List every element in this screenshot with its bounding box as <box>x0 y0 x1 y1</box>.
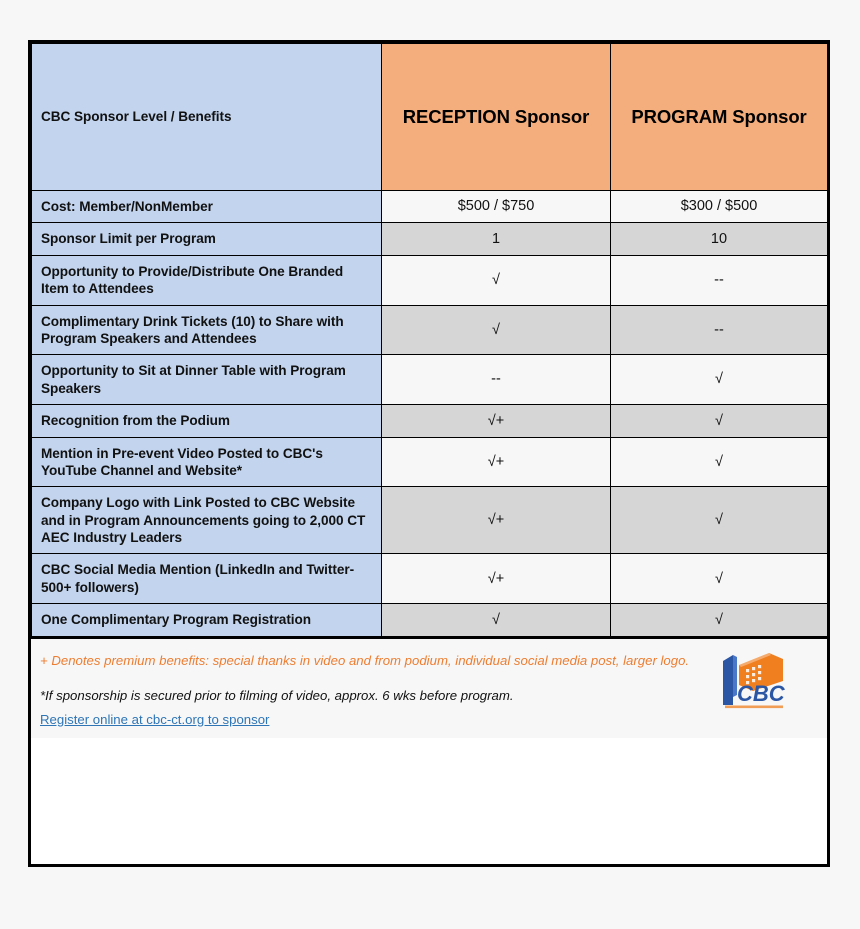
program-value-cell <box>611 554 828 604</box>
table-row <box>32 554 828 604</box>
header-label-reception: RECEPTION Sponsor <box>402 106 590 128</box>
reception-value: √+ <box>487 570 505 587</box>
benefit-cell <box>32 487 382 554</box>
benefit-label: One Complimentary Program Registration <box>41 612 312 628</box>
benefit-label: Recognition from the Podium <box>41 413 230 429</box>
sponsor-benefits-sheet <box>28 40 830 867</box>
reception-value-cell <box>382 437 611 487</box>
cbc-logo-icon <box>713 647 809 711</box>
program-value: 10 <box>710 230 728 247</box>
cbc-logo-wordmark: CBC <box>737 680 785 706</box>
reception-value-cell <box>382 405 611 437</box>
reception-value: √ <box>492 271 500 288</box>
benefit-cell <box>32 355 382 405</box>
reception-value: √+ <box>487 412 505 429</box>
table-header-row <box>32 44 828 191</box>
reception-value: 1 <box>491 230 501 247</box>
table-row <box>32 191 828 223</box>
footnotes-section <box>31 637 827 738</box>
benefit-label: Mention in Pre-event Video Posted to CBC's YouTube Channel and Website* <box>41 445 323 478</box>
reception-value: -- <box>491 371 501 388</box>
reception-value: √ <box>492 321 500 338</box>
reception-value-cell <box>382 305 611 355</box>
table-row <box>32 305 828 355</box>
cbc-logo <box>713 647 809 711</box>
footnote-premium: + Denotes premium benefits: special thanks in video and from podium, individual social media post, larger logo. <box>40 652 690 668</box>
header-cell-benefits <box>32 44 382 191</box>
header-label-program: PROGRAM Sponsor <box>631 106 807 128</box>
benefit-label: Sponsor Limit per Program <box>41 231 216 247</box>
reception-value-cell <box>382 255 611 305</box>
footnote-video: *If sponsorship is secured prior to filming of video, approx. 6 wks before program. <box>40 687 514 703</box>
header-label-benefits: CBC Sponsor Level / Benefits <box>41 109 232 125</box>
reception-value-cell <box>382 604 611 636</box>
reception-value-cell <box>382 223 611 255</box>
reception-value: $500 / $750 <box>457 198 535 215</box>
table-row <box>32 355 828 405</box>
program-value-cell <box>611 355 828 405</box>
reception-value: √ <box>492 611 500 628</box>
reception-value: √+ <box>487 453 505 470</box>
header-cell-program <box>611 44 828 191</box>
benefit-label: Opportunity to Provide/Distribute One Branded Item to Attendees <box>41 263 344 297</box>
program-value: √ <box>715 512 723 529</box>
header-cell-reception <box>382 44 611 191</box>
table-row <box>32 405 828 437</box>
reception-value-cell <box>382 554 611 604</box>
benefit-cell <box>32 554 382 604</box>
reception-value-cell <box>382 487 611 554</box>
program-value-cell <box>611 255 828 305</box>
program-value: -- <box>714 321 724 338</box>
benefit-cell <box>32 191 382 223</box>
table-row <box>32 604 828 636</box>
program-value: $300 / $500 <box>680 198 758 215</box>
program-value-cell <box>611 223 828 255</box>
program-value: √ <box>715 570 723 587</box>
benefit-cell <box>32 255 382 305</box>
benefit-cell <box>32 437 382 487</box>
program-value: √ <box>715 453 723 470</box>
table-row <box>32 255 828 305</box>
benefit-cell <box>32 305 382 355</box>
reception-value: √+ <box>487 512 505 529</box>
benefit-label: Opportunity to Sit at Dinner Table with Program Speakers <box>41 363 346 396</box>
register-online-link[interactable]: Register online at cbc-ct.org to sponsor <box>40 711 270 727</box>
program-value-cell <box>611 191 828 223</box>
benefit-cell <box>32 405 382 437</box>
benefit-label: Company Logo with Link Posted to CBC Website and in Program Announcements going to 2,000 CT AEC Industry Leaders <box>41 495 366 546</box>
program-value-cell <box>611 437 828 487</box>
program-value-cell <box>611 305 828 355</box>
benefit-label: CBC Social Media Mention (LinkedIn and Twitter-500+ followers) <box>41 562 355 595</box>
benefit-cell <box>32 604 382 636</box>
table-row <box>32 223 828 255</box>
benefit-label: Complimentary Drink Tickets (10) to Share with Program Speakers and Attendees <box>41 313 344 346</box>
reception-value-cell <box>382 191 611 223</box>
program-value-cell <box>611 405 828 437</box>
program-value: √ <box>715 412 723 429</box>
table-row <box>32 437 828 487</box>
program-value: √ <box>715 371 723 388</box>
sponsor-benefits-table <box>31 43 828 637</box>
program-value-cell <box>611 487 828 554</box>
benefit-cell <box>32 223 382 255</box>
program-value: √ <box>715 611 723 628</box>
program-value: -- <box>714 271 724 288</box>
reception-value-cell <box>382 355 611 405</box>
benefit-label: Cost: Member/NonMember <box>41 199 213 214</box>
program-value-cell <box>611 604 828 636</box>
table-row <box>32 487 828 554</box>
